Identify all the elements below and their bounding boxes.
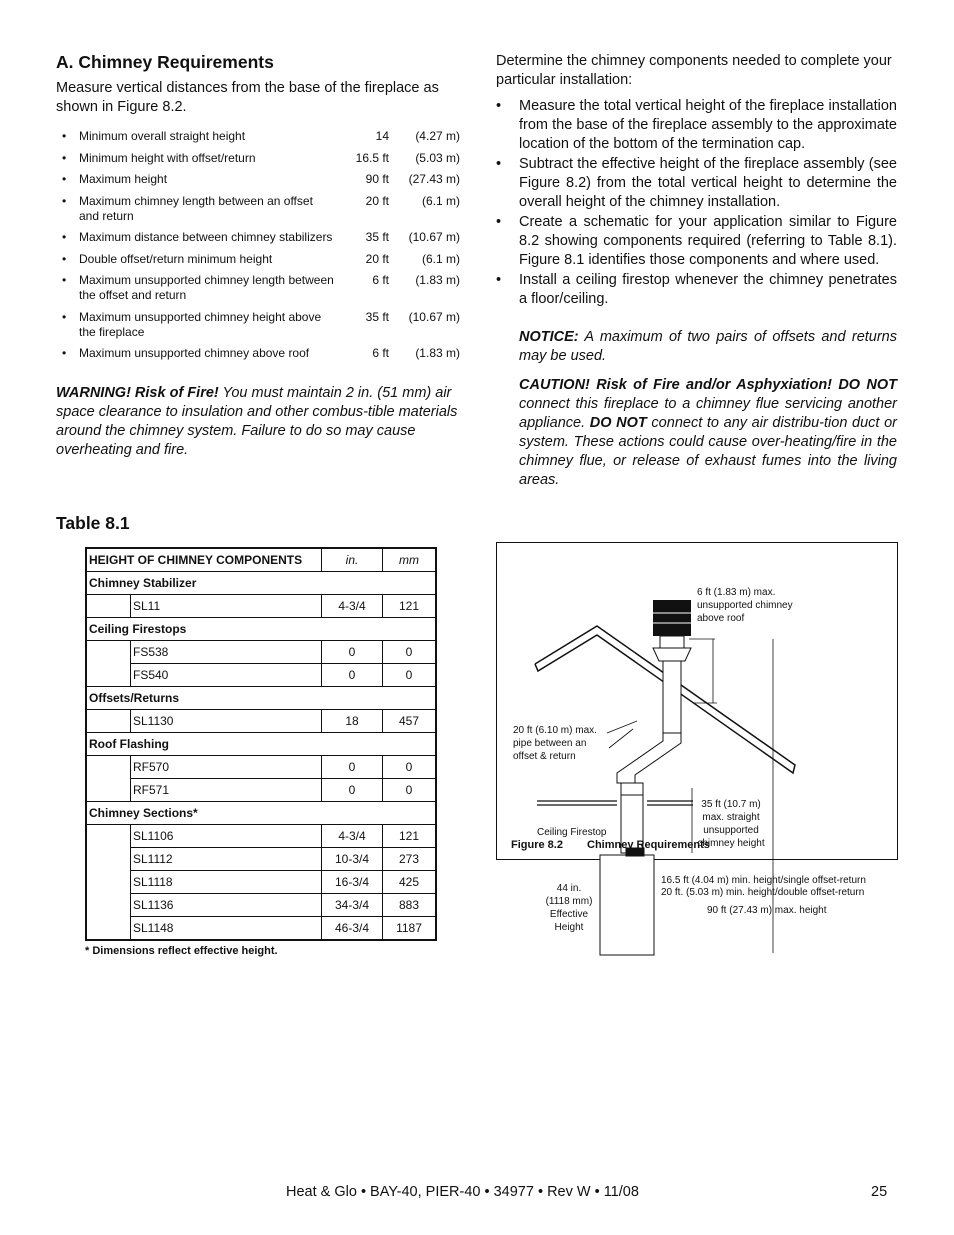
right-intro: Determine the chimney components needed to complete your particular installation: (496, 53, 892, 88)
part-number: SL11 (131, 595, 322, 618)
requirement-imperial: 20 ft (365, 193, 389, 208)
label-effective-height: (1118 mm) (545, 896, 593, 907)
requirement-label: Minimum height with offset/return (79, 150, 256, 165)
height-mm: 0 (383, 779, 437, 802)
warning-text: You must maintain 2 in. (51 mm) air space clearance to insulation and other combus-tible materials around the chimney system. Failure to do so may cause overheating and fire. (56, 385, 458, 458)
bullet: • (62, 346, 67, 360)
step-item (496, 155, 897, 212)
step-text: Create a schematic for your application similar to Figure 8.2 showing components required (referring to Table 8.1). Figure 8.1 identifies those components and where used. (519, 214, 897, 268)
bullet: • (496, 272, 502, 288)
requirement-metric: (27.43 m) (408, 172, 460, 186)
height-in: 18 (322, 710, 383, 733)
page-number: 25 (871, 1184, 888, 1200)
label-effective-height: Height (554, 922, 584, 933)
height-in: 0 (322, 756, 383, 779)
group-name: Ceiling Firestops (86, 618, 436, 641)
table-row (86, 756, 436, 779)
notice-text: A maximum of two pairs of offsets and returns may be used. (519, 329, 897, 364)
components-table (85, 547, 437, 941)
table-row (86, 779, 436, 802)
section-intro: Measure vertical distances from the base of the fireplace as shown in Figure 8.2. (56, 80, 439, 115)
height-in: 0 (322, 779, 383, 802)
part-number: SL1118 (131, 871, 322, 894)
height-mm: 121 (383, 825, 437, 848)
caution-bold-2: DO NOT (589, 415, 647, 431)
header-in: in. (322, 548, 383, 572)
left-column (56, 52, 460, 460)
bullet: • (62, 309, 67, 324)
height-mm: 425 (383, 871, 437, 894)
height-mm: 457 (383, 710, 437, 733)
height-mm: 1187 (383, 917, 437, 941)
requirement-metric: (6.1 m) (421, 251, 460, 266)
table-group-row (86, 802, 436, 825)
table-header (86, 548, 436, 572)
requirement-label: Double offset/return minimum height (79, 251, 273, 266)
requirement-imperial: 6 ft (372, 346, 389, 360)
label-straight-height: unsupported (703, 825, 759, 836)
requirement-imperial: 6 ft (372, 273, 389, 287)
requirement-imperial: 35 ft (365, 230, 389, 244)
height-in: 46-3/4 (322, 917, 383, 941)
table-title: Table 8.1 (56, 513, 130, 533)
table-row (86, 894, 436, 917)
bullet: • (62, 230, 67, 244)
requirement-item (56, 346, 460, 361)
part-number: RF570 (131, 756, 322, 779)
requirement-label: Maximum unsupported chimney length between the offset and return (79, 273, 334, 302)
bullet: • (62, 172, 67, 186)
height-mm: 0 (383, 664, 437, 687)
table-row (86, 595, 436, 618)
part-number: RF571 (131, 779, 322, 802)
bullet: • (62, 129, 67, 143)
part-number: SL1130 (131, 710, 322, 733)
requirement-item (56, 230, 460, 245)
table-row (86, 848, 436, 871)
table-row (86, 917, 436, 941)
step-item (496, 213, 897, 270)
table-group-row (86, 687, 436, 710)
group-name: Chimney Stabilizer (86, 572, 436, 595)
table-row (86, 641, 436, 664)
step-text: Subtract the effective height of the fireplace assembly (see Figure 8.2) from the total vertical height to determine the overall height of the chimney installation. (519, 156, 897, 210)
bullet: • (62, 193, 67, 208)
requirement-label: Maximum chimney length between an offset and return (79, 193, 313, 223)
requirements-list (56, 129, 460, 361)
page-footer: Heat & Glo • BAY-40, PIER-40 • 34977 • Rev W • 11/08 (286, 1184, 639, 1200)
label-above-roof: above roof (697, 613, 745, 624)
notice (519, 328, 897, 366)
requirement-imperial: 14 (375, 129, 389, 143)
height-mm: 883 (383, 894, 437, 917)
chimney-pipe (617, 661, 681, 853)
requirement-metric: (1.83 m) (415, 273, 460, 287)
table-group-row (86, 733, 436, 756)
notice-lead: NOTICE: (519, 329, 579, 345)
label-above-roof: unsupported chimney (697, 600, 793, 611)
label-ceiling-firestop: Ceiling Firestop (537, 827, 607, 838)
requirement-metric: (4.27 m) (415, 129, 460, 143)
requirement-metric: (1.83 m) (415, 346, 460, 360)
warning-lead: WARNING! Risk of Fire! (56, 385, 219, 401)
header-mm: mm (383, 548, 437, 572)
height-mm: 273 (383, 848, 437, 871)
height-in: 0 (322, 641, 383, 664)
caution-text-2: connect to any air distribu-tion duct or system. These actions could cause over-heating/fire in the chimney flue, or release of exhaust fumes into the living areas. (519, 415, 897, 488)
requirement-item (56, 273, 460, 303)
part-number: SL1112 (131, 848, 322, 871)
step-text: Measure the total vertical height of the fireplace installation from the base of the fireplace assembly to the approximate location of the bottom of the termination cap. (519, 98, 897, 152)
height-mm: 0 (383, 641, 437, 664)
label-min-double: 20 ft. (5.03 m) min. height/double offset-return (661, 887, 865, 898)
part-number: FS538 (131, 641, 322, 664)
bullet: • (496, 98, 502, 114)
requirement-imperial: 35 ft (365, 309, 389, 324)
bullet: • (62, 150, 67, 165)
requirement-label: Maximum unsupported chimney above roof (79, 346, 310, 360)
fireplace-unit (600, 848, 654, 955)
caution (519, 376, 897, 490)
height-in: 10-3/4 (322, 848, 383, 871)
requirement-item (56, 172, 460, 187)
step-item (496, 271, 897, 309)
bullet: • (496, 156, 502, 172)
label-offset: offset & return (513, 751, 576, 762)
requirement-imperial: 90 ft (365, 172, 389, 186)
group-name: Chimney Sections* (86, 802, 436, 825)
steps-list (496, 97, 897, 309)
height-in: 0 (322, 664, 383, 687)
label-offset: pipe between an (513, 738, 587, 749)
table-group-row (86, 572, 436, 595)
requirement-item (56, 252, 460, 267)
fire-warning (56, 384, 460, 460)
figure-caption-text: Chimney Requirements (587, 839, 710, 851)
requirement-imperial: 16.5 ft (355, 150, 389, 165)
ceiling-firestop (537, 801, 693, 805)
bullet: • (62, 251, 67, 266)
height-mm: 0 (383, 756, 437, 779)
requirement-label: Minimum overall straight height (79, 129, 246, 143)
indent-cell (86, 641, 131, 687)
label-above-roof: 6 ft (1.83 m) max. (697, 587, 776, 598)
height-in: 4-3/4 (322, 825, 383, 848)
termination-cap (653, 600, 691, 661)
requirement-metric: (6.1 m) (421, 193, 460, 208)
label-max-height: 90 ft (27.43 m) max. height (707, 905, 827, 916)
requirement-label: Maximum distance between chimney stabilizers (79, 230, 333, 244)
requirement-imperial: 20 ft (365, 251, 389, 266)
part-number: FS540 (131, 664, 322, 687)
chimney-diagram (497, 543, 897, 933)
label-min-single: 16.5 ft (4.04 m) min. height/single offset-return (661, 875, 866, 886)
right-column (496, 52, 897, 490)
height-in: 4-3/4 (322, 595, 383, 618)
group-name: Offsets/Returns (86, 687, 436, 710)
table-row (86, 825, 436, 848)
label-offset: 20 ft (6.10 m) max. (513, 725, 597, 736)
indent-cell (86, 825, 131, 941)
part-number: SL1106 (131, 825, 322, 848)
bullet: • (496, 214, 502, 230)
label-straight-height: chimney height (697, 838, 765, 849)
step-item (496, 97, 897, 154)
label-effective-height: 44 in. (556, 883, 582, 894)
indent-cell (86, 710, 131, 733)
requirement-metric: (10.67 m) (408, 309, 460, 324)
requirement-metric: (5.03 m) (415, 150, 460, 165)
header-label: HEIGHT OF CHIMNEY COMPONENTS (86, 548, 322, 572)
figure-caption-number: Figure 8.2 (511, 839, 563, 851)
requirement-label: Maximum unsupported chimney height above the fireplace (79, 309, 322, 339)
group-name: Roof Flashing (86, 733, 436, 756)
bullet: • (62, 273, 67, 287)
requirement-metric: (10.67 m) (408, 230, 460, 244)
table-group-row (86, 618, 436, 641)
label-effective-height: Effective (549, 909, 589, 920)
indent-cell (86, 595, 131, 618)
requirement-item (56, 129, 460, 144)
figure-8-2 (496, 542, 898, 933)
requirement-item (56, 194, 460, 224)
height-in: 34-3/4 (322, 894, 383, 917)
label-straight-height: max. straight (702, 812, 760, 823)
part-number: SL1148 (131, 917, 322, 941)
caution-text-1: connect this fireplace to a chimney flue servicing another appliance. (519, 396, 897, 431)
table-footnote: * Dimensions reflect effective height. (85, 945, 278, 957)
table-row (86, 664, 436, 687)
label-straight-height: 35 ft (10.7 m) (701, 799, 761, 810)
caution-lead: CAUTION! Risk of Fire and/or Asphyxiation! DO NOT (519, 377, 897, 393)
requirement-item (56, 151, 460, 166)
requirement-item (56, 310, 460, 340)
table-row (86, 871, 436, 894)
table-row (86, 710, 436, 733)
requirement-label: Maximum height (79, 172, 168, 186)
section-title: A. Chimney Requirements (56, 52, 274, 72)
indent-cell (86, 756, 131, 802)
part-number: SL1136 (131, 894, 322, 917)
height-mm: 121 (383, 595, 437, 618)
step-text: Install a ceiling firestop whenever the chimney penetrates a floor/ceiling. (519, 272, 897, 307)
height-in: 16-3/4 (322, 871, 383, 894)
